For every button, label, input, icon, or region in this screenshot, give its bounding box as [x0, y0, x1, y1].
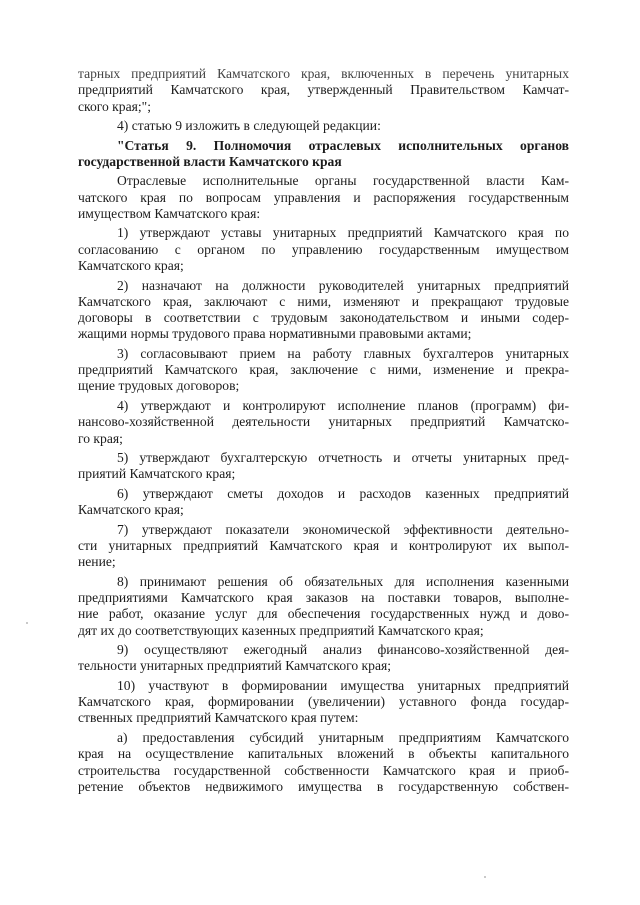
text-line: Отраслевые исполнительные органы государственной власти Кам- — [117, 173, 569, 189]
text-line: чатского края по вопросам управления и распоряжения государственным — [78, 189, 569, 205]
text-line: дят их до соответствующих казенных предприятий Камчатского края; — [78, 622, 484, 638]
text-line: 10) участвуют в формировании имущества унитарных предприятий — [117, 677, 569, 693]
text-line: государственной власти Камчатского края — [78, 153, 342, 169]
text-line: предприятий Камчатского края, утвержденный Правительством Камчат- — [78, 82, 569, 98]
text-line: 4) статью 9 изложить в следующей редакции: — [117, 118, 381, 134]
text-line: нение; — [78, 554, 116, 570]
text-line: Камчатского края; — [78, 502, 184, 518]
list-item-6 — [78, 486, 569, 519]
article-heading — [78, 138, 569, 171]
text-line: "Статья 9. Полномочия отраслевых исполнительных органов — [117, 137, 569, 153]
text-line: Камчатского края, заключают с ними, изменяют и прекращают трудовые — [78, 293, 569, 309]
text-line: ретение объектов недвижимого имущества в государственную собствен- — [78, 778, 569, 794]
text-line: предприятий Камчатского края, заключение с ними, изменение и прекра- — [78, 362, 569, 378]
text-line: жащими нормы трудового права нормативными правовыми актами; — [78, 326, 472, 342]
list-item-5 — [78, 450, 569, 483]
text-line: имуществом Камчатского края: — [78, 205, 261, 221]
text-line: 3) согласовывают прием на работу главных бухгалтеров унитарных — [117, 345, 569, 361]
text-line: сти унитарных предприятий Камчатского края и контролируют их выпол- — [78, 537, 569, 553]
list-item-9 — [78, 642, 569, 675]
text-line: строительства государственной собственности Камчатского края и приоб- — [78, 762, 569, 778]
text-line: 5) утверждают бухгалтерскую отчетность и отчеты унитарных пред- — [117, 450, 569, 466]
list-item-8 — [78, 574, 569, 639]
scan-speck — [484, 876, 486, 878]
text-line: 7) утверждают показатели экономической эффективности деятельно- — [117, 521, 569, 537]
document-page — [78, 66, 569, 795]
text-line: Камчатского края; — [78, 258, 184, 274]
text-line: приятий Камчатского края; — [78, 466, 236, 482]
text-line: договоры в соответствии с трудовым законодательством и иными содер- — [78, 310, 569, 326]
text-line: ние работ, оказание услуг для обеспечения государственных нужд и дово- — [78, 606, 569, 622]
paragraph-intro — [78, 173, 569, 222]
text-line: предприятиями Камчатского края заказов на поставки товаров, выполне- — [78, 589, 569, 605]
list-item-10 — [78, 678, 569, 727]
text-line: щение трудовых договоров; — [78, 378, 240, 394]
list-item-1 — [78, 225, 569, 274]
text-line: ского края;"; — [78, 98, 151, 114]
text-line: 4) утверждают и контролируют исполнение планов (программ) фи- — [117, 397, 569, 413]
text-line: согласованию с органом по управлению государственным имуществом — [78, 241, 569, 257]
text-line: ственных предприятий Камчатского края путем: — [78, 710, 359, 726]
text-line: тарных предприятий Камчатского края, включенных в перечень унитарных — [78, 66, 569, 81]
list-item-2 — [78, 278, 569, 343]
text-line: 8) принимают решения об обязательных для исполнения казенными — [117, 573, 569, 589]
sub-item-a — [78, 730, 569, 795]
text-line: Камчатского края, формировании (увеличении) уставного фонда государ- — [78, 694, 569, 710]
text-line: тельности унитарных предприятий Камчатского края; — [78, 658, 392, 674]
scan-speck — [26, 622, 28, 624]
text-line: го края; — [78, 430, 123, 446]
text-line: 2) назначают на должности руководителей унитарных предприятий — [117, 277, 569, 293]
text-line: 9) осуществляют ежегодный анализ финансово-хозяйственной дея- — [117, 642, 569, 658]
text-line: а) предоставления субсидий унитарным предприятиям Камчатского — [117, 729, 569, 745]
text-line: нансово-хозяйственной деятельности унитарных предприятий Камчатско- — [78, 414, 569, 430]
list-item-3 — [78, 346, 569, 395]
paragraph-amendment-item — [78, 118, 569, 134]
text-line: 6) утверждают сметы доходов и расходов казенных предприятий — [117, 485, 569, 501]
text-line: 1) утверждают уставы унитарных предприятий Камчатского края по — [117, 225, 569, 241]
text-line: края на осуществление капитальных вложений в объекты капитального — [78, 746, 569, 762]
paragraph-continuation — [78, 66, 569, 115]
list-item-7 — [78, 522, 569, 571]
list-item-4 — [78, 398, 569, 447]
